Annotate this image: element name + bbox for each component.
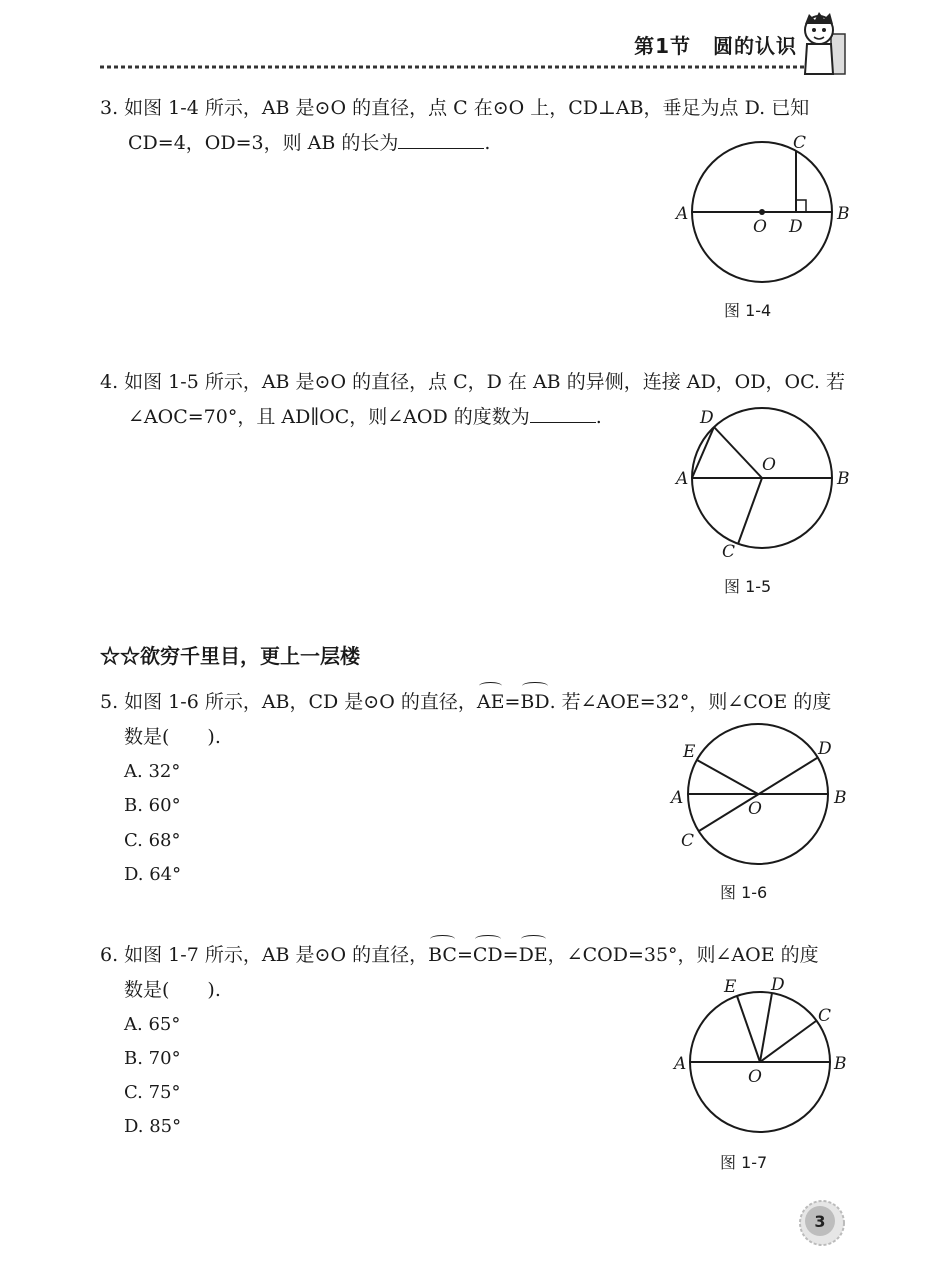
arc-BD: BD (520, 685, 549, 719)
arc-DE: DE (519, 938, 548, 972)
figure-caption: 图 1-7 (720, 1153, 768, 1172)
figure-caption: 图 1-4 (724, 301, 772, 320)
label-B: B (834, 1054, 847, 1074)
label-A: A (671, 788, 684, 808)
label-O: O (753, 217, 767, 237)
question-3: 3. 如图 1-4 所示，AB 是⊙O 的直径，点 C 在⊙O 上，CD⊥AB，垂足为点 D. 已知 (100, 97, 810, 119)
page-number: 3 (814, 1212, 826, 1231)
option-c[interactable]: C. 68° (124, 830, 181, 851)
question-5: 5. 如图 1-6 所示，AB，CD 是⊙O 的直径，AE=BD. 若∠AOE=32°，则∠COE 的度 (100, 685, 831, 719)
figure-1-5 (670, 400, 860, 570)
question-6: 6. 如图 1-7 所示，AB 是⊙O 的直径，BC=CD=DE，∠COD=35°，则∠AOE 的度 (100, 938, 819, 972)
label-C: C (681, 831, 695, 851)
label-A: A (676, 469, 689, 489)
figure-1-7 (668, 975, 858, 1135)
figure-caption: 图 1-5 (724, 577, 772, 596)
option-a[interactable]: A. 65° (124, 1014, 181, 1035)
answer-blank[interactable] (398, 130, 484, 149)
label-E: E (683, 742, 696, 762)
arc-AE: AE (477, 685, 505, 719)
section-title: 圆的认识 (713, 34, 797, 58)
label-O: O (762, 455, 776, 475)
arc-BC: BC (428, 938, 457, 972)
label-B: B (834, 788, 847, 808)
label-E: E (724, 977, 737, 997)
label-D: D (789, 217, 803, 237)
option-b[interactable]: B. 70° (124, 1048, 181, 1069)
option-a[interactable]: A. 32° (124, 761, 181, 782)
label-B: B (837, 204, 850, 224)
figure-caption: 图 1-6 (720, 883, 768, 902)
section-heading: ☆☆欲穷千里目，更上一层楼 (100, 644, 360, 668)
label-O: O (748, 1067, 762, 1087)
label-D: D (818, 739, 832, 759)
figure-1-6 (666, 722, 856, 872)
header-rule (100, 62, 820, 72)
question-5-line2: 数是( ). (124, 726, 221, 748)
option-d[interactable]: D. 85° (124, 1116, 182, 1137)
option-d[interactable]: D. 64° (124, 864, 182, 885)
label-A: A (676, 204, 689, 224)
answer-blank[interactable] (530, 404, 596, 423)
section-number: 第1节 (634, 34, 691, 58)
figure-1-4 (670, 130, 860, 290)
label-C: C (722, 542, 736, 562)
mascot-icon (797, 10, 849, 76)
question-6-line2: 数是( ). (124, 979, 221, 1001)
page-number-badge (797, 1198, 847, 1248)
option-b[interactable]: B. 60° (124, 795, 181, 816)
arc-CD: CD (473, 938, 503, 972)
option-c[interactable]: C. 75° (124, 1082, 181, 1103)
label-C: C (818, 1006, 832, 1026)
label-D: D (700, 408, 714, 428)
section-header (634, 30, 797, 59)
label-C: C (793, 133, 807, 153)
question-4-line2: ∠AOC=70°，且 AD∥OC，则∠AOD 的度数为 . (128, 406, 602, 428)
label-A: A (674, 1054, 687, 1074)
question-3-line2: CD=4，OD=3，则 AB 的长为 . (128, 132, 491, 154)
label-O: O (748, 799, 762, 819)
label-D: D (771, 975, 785, 995)
label-B: B (837, 469, 850, 489)
question-4: 4. 如图 1-5 所示，AB 是⊙O 的直径，点 C，D 在 AB 的异侧，连接 AD，OD，OC. 若 (100, 371, 846, 393)
